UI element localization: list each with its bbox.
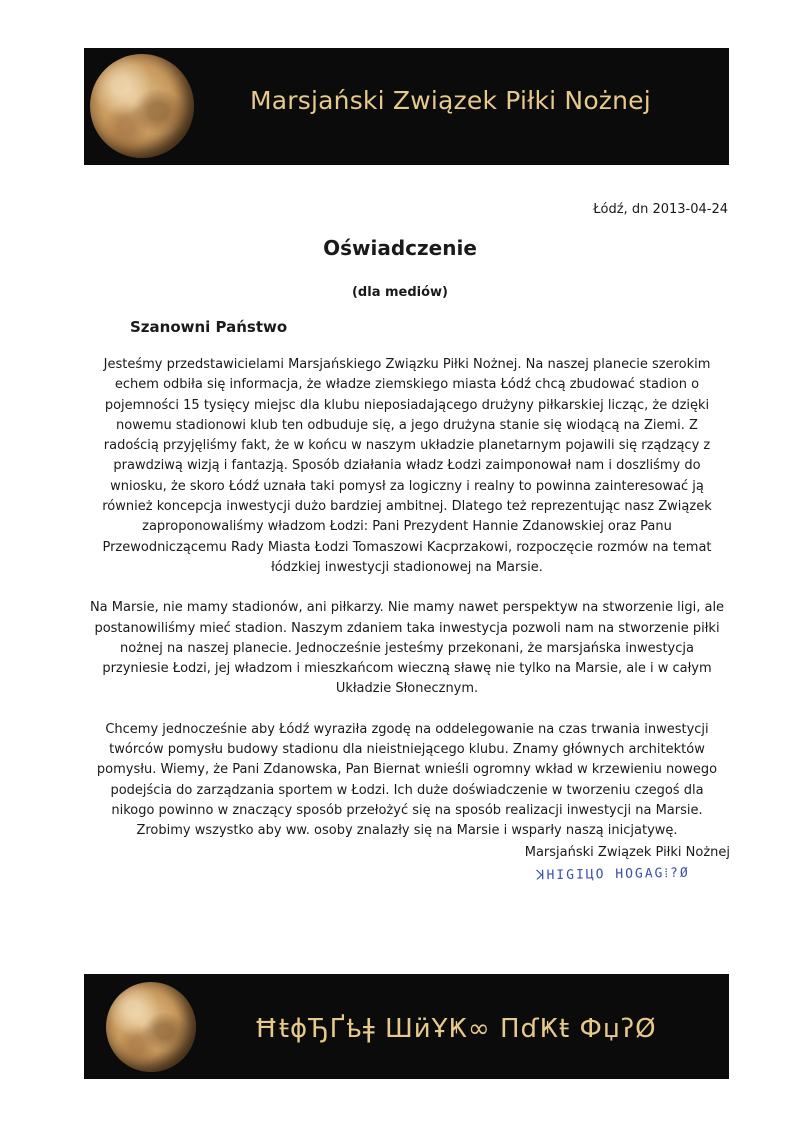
letter-title: Oświadczenie [323, 236, 477, 260]
mars-planet-icon [90, 54, 194, 158]
mars-planet-icon [106, 982, 196, 1072]
header-title: Marsjański Związek Piłki Nożnej [250, 86, 651, 115]
salutation: Szanowni Państwo [130, 318, 288, 336]
handwritten-signature: ꓘHIGIЦO HOGAG⁞?Ø [535, 865, 690, 884]
letter-date: Łódź, dn 2013-04-24 [593, 202, 728, 217]
footer-banner [84, 974, 729, 1079]
paragraph-1: Jesteśmy przedstawicielami Marsjańskiego Związku Piłki Nożnej. Na naszej planecie szerokim echem odbiła się informacja, że władze ziemskiego miasta Łódź chcą zbudować stadion o pojemności 15 tysięcy miejsc dla klubu nieposiadającego drużyny piłkarskiej licząc, że dzięki nowemu stadionowi klub ten odbuduje się, a jego drużyna stanie się wiodącą na Ziemi. Z radością przyjęliśmy fakt, że w końcu w naszym układzie planetarnym pojawili się rządzący z prawdziwą wizją i fantazją. Sposób działania władz Łodzi zaimponował nam i doszliśmy do wniosku, że skoro Łódź uznała taki pomysł za logiczny i realny to powinna zainteresować ją również koncepcja inwestycji dużo bardziej ambitnej. Dlatego też reprezentując nasz Związek zaproponowaliśmy władzom Łodzi: Pani Prezydent Hannie Zdanowskiej oraz Panu Przewodniczącemu Rady Miasta Łodzi Tomaszowi Kacprzakowi, rozpoczęcie rozmów na temat łódzkiej inwestycji stadionowej na Marsie. [102, 357, 712, 575]
letter-subtitle: (dla mediów) [351, 285, 448, 300]
footer-glyph-text: ĦŧɸЂҐҍǂ ШӥҰҜ∞ ПɗҜŧ ФџʔØ [254, 1014, 657, 1044]
paragraph-2: Na Marsie, nie mamy stadionów, ani piłkarzy. Nie mamy nawet perspektyw na stworzenie ligi, ale postanowiliśmy mieć stadion. Naszym zdaniem taka inwestycja pozwoli nam na stworzenie piłki nożnej na naszej planecie. Jednocześnie jesteśmy przekonani, że marsjańska inwestycja przyniesie Łodzi, jej władzom i mieszkańcom wieczną sławę nie tylko na Marsie, ale i w całym Układzie Słonecznym. [89, 600, 725, 697]
header-banner [84, 48, 729, 165]
paragraph-3: Chcemy jednocześnie aby Łódź wyraziła zgodę na oddelegowanie na czas trwania inwestycji twórców pomysłu budowy stadionu dla nieistniejącego klubu. Znamy głównych architektów pomysłu. Wiemy, że Pani Zdanowska, Pan Biernat wnieśli ogromny wkład w krzewieniu nowego podejścia do zarządzania sportem w Łodzi. Ich duże doświadczenie w tworzeniu czegoś dla nikogo powinno w znaczący sposób przełożyć się na sposób realizacji inwestycji na Marsie. Zrobimy wszystko aby ww. osoby znalazły się na Marsie i wsparły naszą inicjatywę. [96, 721, 718, 839]
signature-organization: Marsjański Związek Piłki Nożnej [524, 845, 730, 860]
letter-body [87, 355, 727, 862]
